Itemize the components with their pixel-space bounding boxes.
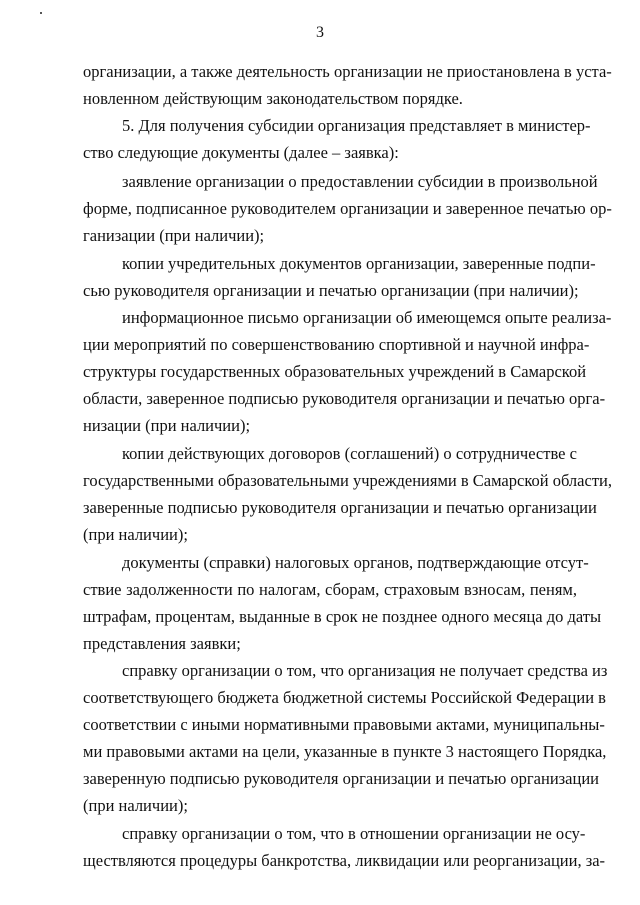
text-line: организации, а также деятельность организации не приостановлена в уста- — [83, 62, 612, 81]
text-line: ганизации (при наличии); — [83, 226, 265, 245]
text-line: соответствии с иными нормативными правовыми актами, муниципальны- — [83, 715, 605, 734]
text-line: ство следующие документы (далее – заявка): — [83, 143, 399, 162]
text-line: информационное письмо организации об имеющемся опыте реализа- — [122, 308, 612, 327]
scan-speck — [40, 12, 42, 14]
text-line: заявление организации о предоставлении субсидии в произвольной — [122, 172, 598, 191]
text-line: области, заверенное подписью руководителя организации и печатью орга- — [83, 389, 606, 408]
text-line: ции мероприятий по совершенствованию спортивной и научной инфра- — [83, 335, 590, 354]
text-line: документы (справки) налоговых органов, подтверждающие отсут- — [122, 553, 589, 572]
text-line: ствие задолженности по налогам, сборам, страховым взносам, пеням, — [83, 580, 577, 599]
text-line: низации (при наличии); — [83, 416, 251, 435]
text-line: ми правовыми актами на цели, указанные в пункте 3 настоящего Порядка, — [83, 742, 607, 761]
text-line: сью руководителя организации и печатью организации (при наличии); — [83, 281, 579, 300]
text-line: копии действующих договоров (соглашений) о сотрудничестве с — [122, 444, 577, 463]
text-line: структуры государственных образовательных учреждений в Самарской — [83, 362, 587, 381]
text-line: заверенные подписью руководителя организации и печатью организации — [83, 498, 597, 517]
text-line: ществляются процедуры банкротства, ликвидации или реорганизации, за- — [83, 851, 606, 870]
text-line: (при наличии); — [83, 525, 188, 544]
text-line: форме, подписанное руководителем организации и заверенное печатью ор- — [83, 199, 612, 218]
text-line: справку организации о том, что организация не получает средства из — [122, 661, 608, 680]
text-line: соответствующего бюджета бюджетной системы Российской Федерации в — [83, 688, 606, 707]
text-line: новленном действующим законодательством порядке. — [83, 89, 463, 108]
text-line: 5. Для получения субсидии организация представляет в министер- — [122, 116, 591, 135]
text-line: заверенную подписью руководителя организации и печатью организации — [83, 769, 599, 788]
page-number: 3 — [316, 24, 324, 41]
text-line: представления заявки; — [83, 634, 241, 653]
text-line: штрафам, процентам, выданные в срок не позднее одного месяца до даты — [83, 607, 602, 626]
text-line: справку организации о том, что в отношении организации не осу- — [122, 824, 586, 843]
text-line: (при наличии); — [83, 796, 188, 815]
text-line: государственными образовательными учреждениями в Самарской области, — [83, 471, 612, 490]
text-line: копии учредительных документов организации, заверенные подпи- — [122, 254, 596, 273]
